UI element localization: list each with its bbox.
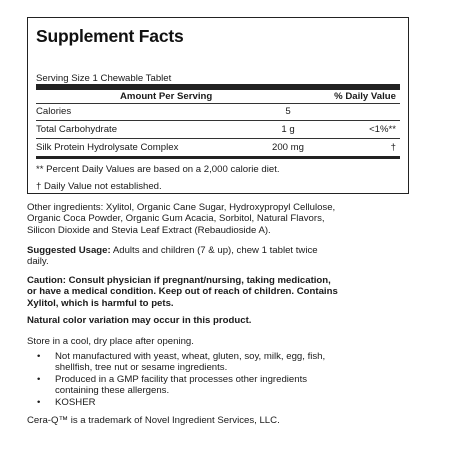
divider bbox=[36, 103, 400, 104]
nutrient-dv: <1%** bbox=[369, 124, 396, 135]
facts-row bbox=[36, 142, 400, 155]
facts-row bbox=[36, 124, 400, 137]
color-variation-note: Natural color variation may occur in this product. bbox=[27, 315, 252, 326]
storage-instructions: Store in a cool, dry place after opening. bbox=[27, 336, 194, 347]
thick-divider bbox=[36, 84, 400, 90]
list-item: • Not manufactured with yeast, wheat, gluten, soy, milk, egg, fish, shellfish, tree nut or sesame ingredients. bbox=[27, 351, 427, 374]
header-daily-value: % Daily Value bbox=[334, 91, 396, 102]
footnote-daily-values: ** Percent Daily Values are based on a 2,000 calorie diet. bbox=[36, 164, 280, 175]
other-ingredients: Other ingredients: Xylitol, Organic Cane Sugar, Hydroxypropyl Cellulose, Organic Coca Powder, Organic Gum Acacia, Sorbitol, Natural Flavors, Silicon Dioxide and Stevia Leaf Extract (Rebaudioside A). bbox=[27, 202, 336, 236]
list-item: • Produced in a GMP facility that processes other ingredients containing these allergens. bbox=[27, 374, 427, 397]
nutrient-amount: 200 mg bbox=[272, 142, 304, 153]
list-item: • KOSHER bbox=[27, 397, 427, 408]
divider bbox=[36, 138, 400, 139]
header-amount: Amount Per Serving bbox=[120, 91, 213, 102]
divider bbox=[36, 120, 400, 121]
nutrient-name: Calories bbox=[36, 106, 72, 117]
thick-divider bbox=[36, 156, 400, 159]
panel-title: Supplement Facts bbox=[36, 26, 184, 46]
serving-size: Serving Size 1 Chewable Tablet bbox=[36, 73, 172, 84]
nutrient-dv: † bbox=[390, 142, 396, 153]
trademark-notice: Cera-Q™ is a trademark of Novel Ingredient Services, LLC. bbox=[27, 415, 280, 426]
nutrient-name: Silk Protein Hydrolysate Complex bbox=[36, 142, 179, 153]
suggested-usage: Suggested Usage: Adults and children (7 & up), chew 1 tablet twice daily. bbox=[27, 245, 318, 268]
facts-header-row bbox=[36, 91, 400, 103]
nutrient-name: Total Carbohydrate bbox=[36, 124, 118, 135]
footnote-not-established: † Daily Value not established. bbox=[36, 181, 162, 192]
nutrient-amount: 1 g bbox=[281, 124, 295, 135]
allergen-list bbox=[27, 351, 427, 408]
nutrient-amount: 5 bbox=[285, 106, 291, 117]
usage-label: Suggested Usage: bbox=[27, 245, 111, 256]
caution-text: Caution: Consult physician if pregnant/nursing, taking medication, or have a medical condition. Keep out of reach of children. Contains Xylitol, which is harmful to pets. bbox=[27, 275, 338, 309]
facts-row bbox=[36, 106, 400, 119]
supplement-facts-panel bbox=[27, 17, 409, 194]
